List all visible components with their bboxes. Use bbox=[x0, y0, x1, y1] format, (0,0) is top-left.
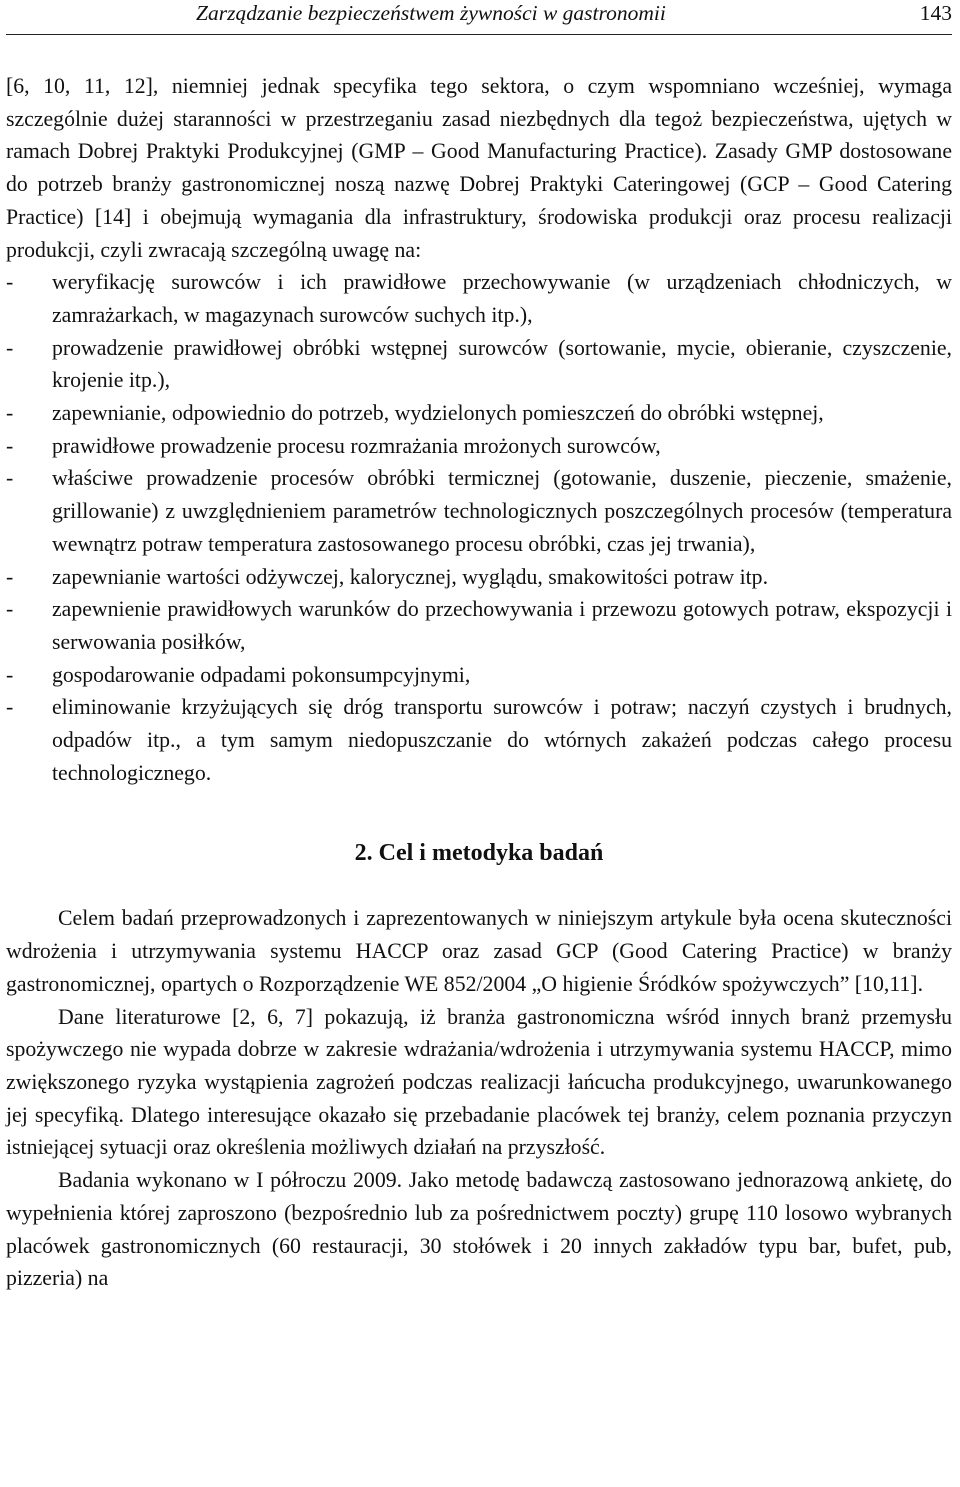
list-item-text: zapewnianie wartości odżywczej, kalorycznej, wyglądu, smakowitości potraw itp. bbox=[52, 564, 769, 589]
list-marker: - bbox=[6, 597, 14, 622]
list-item-text: zapewnienie prawidłowych warunków do przechowywania i przewozu gotowych potraw, ekspozycji i serwowania posiłków, bbox=[52, 597, 952, 654]
list-item bbox=[6, 397, 952, 430]
list-marker: - bbox=[6, 335, 14, 360]
list-item bbox=[6, 430, 952, 463]
list-item bbox=[6, 462, 952, 560]
document-page bbox=[6, 0, 952, 1295]
list-item-text: właściwe prowadzenie procesów obróbki termicznej (gotowanie, duszenie, pieczenie, smażenie, grillowanie) z uwzględnieniem parametrów technologicznych poszczególnych procesów (temperatura wewnątrz potraw temperatura zastosowanego procesu obróbki, czas jej trwania), bbox=[52, 466, 952, 556]
list-marker: - bbox=[6, 466, 14, 491]
section-paragraph: Celem badań przeprowadzonych i zaprezentowanych w niniejszym artykule była ocena skuteczności wdrożenia i utrzymywania systemu HACCP oraz zasad GCP (Good Catering Practice) w branży gastronomicznej, opartych o Rozporządzenie WE 852/2004 „O higienie Śródków spożywczych” [10,11]. bbox=[6, 906, 952, 996]
list-marker: - bbox=[6, 695, 14, 720]
list-marker: - bbox=[6, 270, 14, 295]
intro-paragraph: [6, 10, 11, 12], niemniej jednak specyfika tego sektora, o czym wspomniano wcześniej, wymaga szczególnie dużej staranności w przestrzeganiu zasad niezbędnych dla tegoż bezpieczeństwa, ujętych w ramach Dobrej Praktyki Produkcyjnej (GMP – Good Manufacturing Practice). Zasady GMP dostosowane do potrzeb branży gastronomicznej noszą nazwę Dobrej Praktyki Cateringowej (GCP – Good Catering Practice) [14] i obejmują wymagania dla infrastruktury, środowiska produkcji oraz procesu realizacji produkcji, czyli zwracają szczególną uwagę na: bbox=[6, 74, 952, 262]
list-item bbox=[6, 691, 952, 789]
list-item bbox=[6, 561, 952, 594]
header-rule bbox=[6, 34, 952, 35]
list-marker: - bbox=[6, 564, 14, 589]
list-item bbox=[6, 659, 952, 692]
section-paragraph: Dane literaturowe [2, 6, 7] pokazują, iż branża gastronomiczna wśród innych branż przemysłu spożywczego nie wypada dobrze w zakresie wdrażania/wdrożenia i utrzymywania systemu HACCP, mimo zwiększonego ryzyka wystąpienia zagrożeń podczas realizacji łańcucha produkcyjnego, uwarunkowanego jej specyfiką. Dlatego interesujące okazało się przebadanie placówek tej branży, celem poznania przyczyn istniejącej sytuacji oraz określenia możliwych działań na przyszłość. bbox=[6, 1004, 952, 1160]
list-item-text: prowadzenie prawidłowej obróbki wstępnej surowców (sortowanie, mycie, obieranie, czyszczenie, krojenie itp.), bbox=[52, 335, 952, 393]
list-item bbox=[6, 332, 952, 397]
running-header bbox=[6, 0, 952, 26]
list-marker: - bbox=[6, 662, 14, 687]
list-item bbox=[6, 266, 952, 331]
list-item-text: prawidłowe prowadzenie procesu rozmrażania mrożonych surowców, bbox=[52, 433, 661, 458]
body-text bbox=[6, 70, 952, 1295]
list-item-text: zapewnianie, odpowiednio do potrzeb, wydzielonych pomieszczeń do obróbki wstępnej, bbox=[52, 401, 824, 426]
list-marker: - bbox=[6, 401, 14, 426]
list-item-text: eliminowanie krzyżujących się dróg transportu surowców i potraw; naczyń czystych i brudnych, odpadów itp., a tym samym niedopuszczanie do wtórnych zakażeń podczas całego procesu technologicznego. bbox=[52, 695, 952, 785]
list-item-text: gospodarowanie odpadami pokonsumpcyjnymi, bbox=[52, 662, 471, 687]
section-paragraph: Badania wykonano w I półroczu 2009. Jako metodę badawczą zastosowano jednorazową ankietę, do wypełnienia której zaproszono (bezpośrednio lub za pośrednictwem poczty) grupę 110 losowo wybranych placówek gastronomicznych (60 restauracji, 30 stołówek i 20 innych zakładów typu bar, bufet, pub, pizzeria) na bbox=[6, 1168, 952, 1291]
section-heading: 2. Cel i metodyka badań bbox=[354, 840, 604, 867]
list-marker: - bbox=[6, 433, 14, 458]
list-item bbox=[6, 593, 952, 658]
page-number: 143 bbox=[919, 1, 952, 25]
running-title: Zarządzanie bezpieczeństwem żywności w gastronomii bbox=[196, 1, 666, 25]
list-item-text: weryfikację surowców i ich prawidłowe przechowywanie (w urządzeniach chłodniczych, w zamrażarkach, w magazynach surowców suchych itp.), bbox=[52, 270, 952, 327]
requirements-list bbox=[6, 266, 952, 789]
